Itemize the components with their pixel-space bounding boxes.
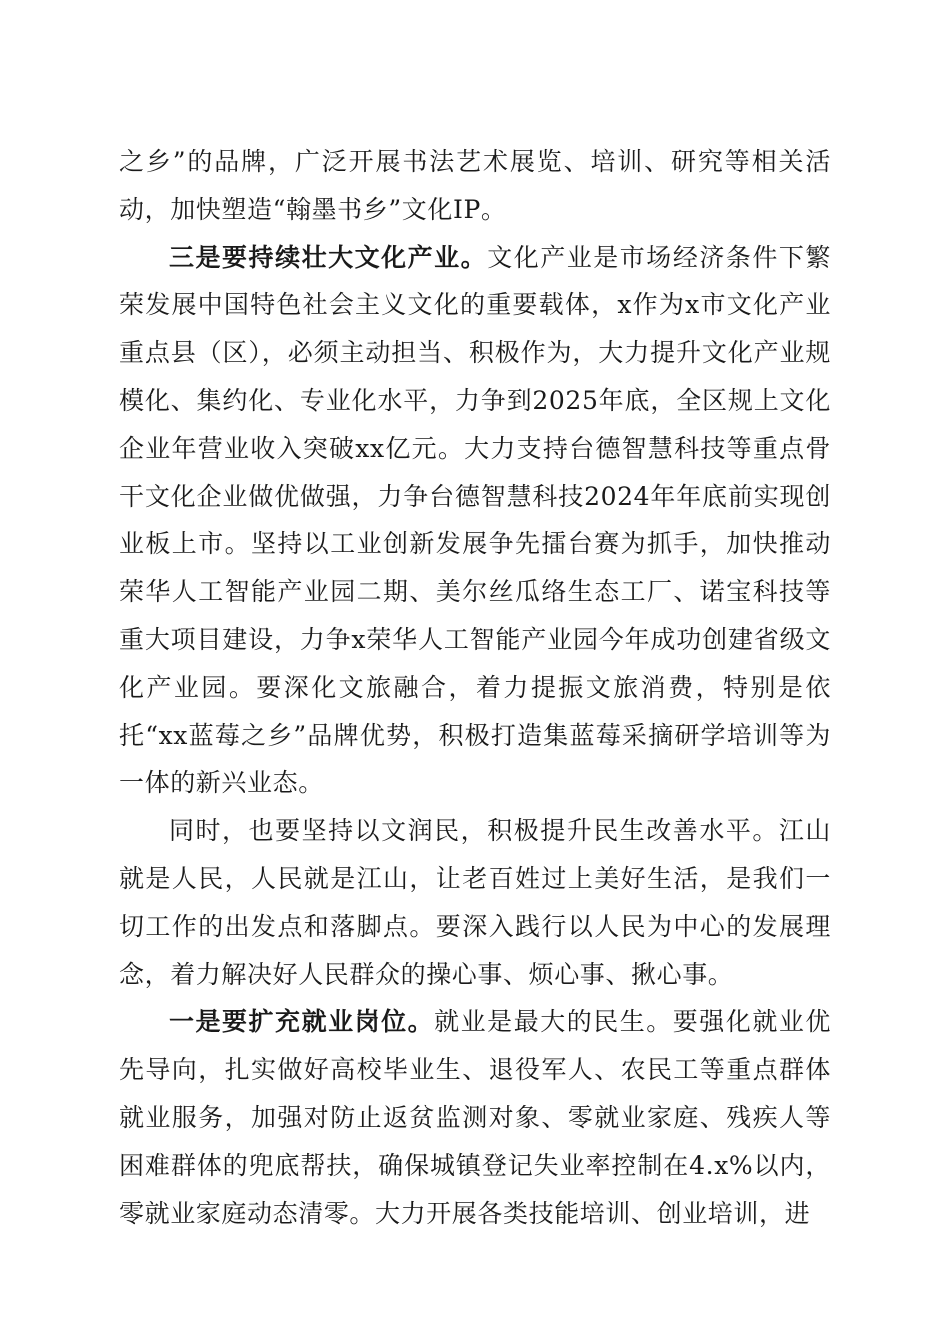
document-body [119, 138, 831, 1237]
paragraph-continuation: 之乡”的品牌，广泛开展书法艺术展览、培训、研究等相关活动，加快塑造“翰墨书乡”文化IP。 [119, 147, 831, 224]
paragraph-body-text: 就业是最大的民生。要强化就业优先导向，扎实做好高校毕业生、退役军人、农民工等重点群体就业服务，加强对防止返贫监测对象、零就业家庭、残疾人等困难群体的兜底帮扶，确保城镇登记失业率控制在4.x%以内，零就业家庭动态清零。大力开展各类技能培训、创业培训，进 [119, 1007, 831, 1228]
paragraph-lead-heading: 三是要持续壮大文化产业。 [169, 242, 488, 272]
paragraph-lead-heading: 一是要扩充就业岗位。 [169, 1007, 435, 1037]
paragraph-employment [119, 998, 831, 1237]
paragraph-livelihood: 同时，也要坚持以文润民，积极提升民生改善水平。江山就是人民，人民就是江山，让老百姓过上美好生活，是我们一切工作的出发点和落脚点。要深入践行以人民为中心的发展理念，着力解决好人民群众的操心事、烦心事、揪心事。 [119, 816, 831, 989]
paragraph-cultural-industry [119, 234, 831, 808]
paragraph-body-text: 文化产业是市场经济条件下繁荣发展中国特色社会主义文化的重要载体，x作为x市文化产业重点县（区），必须主动担当、积极作为，大力提升文化产业规模化、集约化、专业化水平，力争到2025年底，全区规上文化企业年营业收入突破xx亿元。大力支持台德智慧科技等重点骨干文化企业做优做强，力争台德智慧科技2024年年底前实现创业板上市。坚持以工业创新发展争先擂台赛为抓手，加快推动荣华人工智能产业园二期、美尔丝瓜络生态工厂、诺宝科技等重大项目建设，力争x荣华人工智能产业园今年成功创建省级文化产业园。要深化文旅融合，着力提振文旅消费，特别是依托“xx蓝莓之乡”品牌优势，积极打造集蓝莓采摘研学培训等为一体的新兴业态。 [119, 242, 831, 798]
